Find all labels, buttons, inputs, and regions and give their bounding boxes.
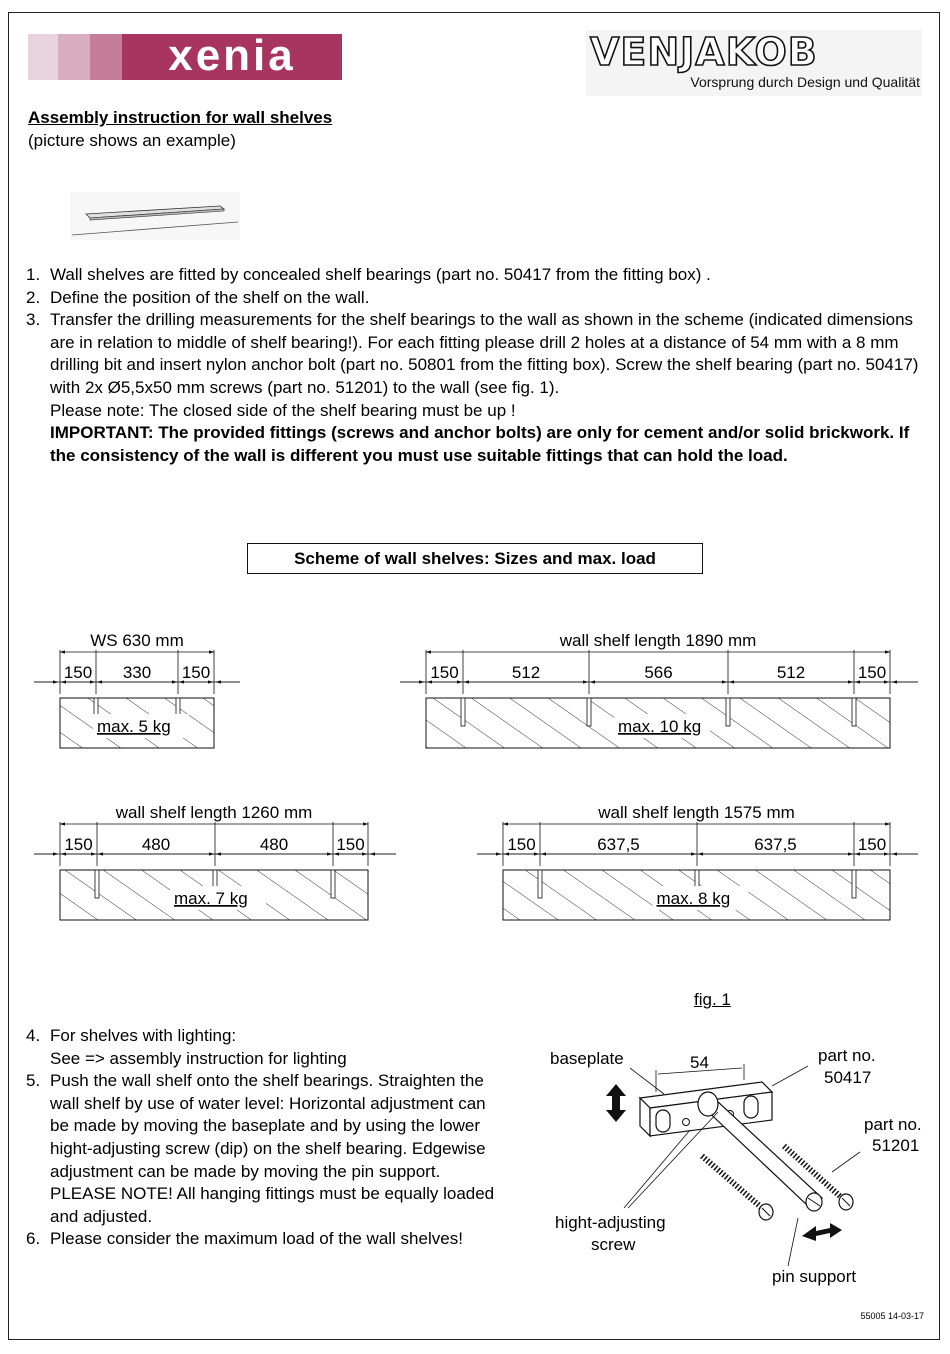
scheme-length-label: wall shelf length 1575 mm: [598, 803, 795, 822]
adjusting-screw-label-2: screw: [591, 1235, 636, 1254]
shelf-bearing: [726, 698, 730, 726]
max-load-label: max. 8 kg: [656, 889, 731, 908]
shelf-bearing: [587, 698, 591, 726]
list-item: [26, 309, 926, 467]
figure-1-bearing: [540, 1040, 940, 1290]
logo-swatch: [90, 34, 122, 80]
shelf-bearing: [538, 870, 542, 898]
slogan: Vorsprung durch Design und Qualität: [690, 74, 920, 90]
xenia-wordmark: xenia: [122, 34, 342, 80]
list-item: [26, 1025, 506, 1070]
step-number: 2.: [26, 287, 41, 307]
max-load-label: max. 5 kg: [97, 717, 171, 736]
bearing-part-number: 50417: [824, 1068, 872, 1087]
shelf-bearing: [95, 870, 99, 898]
xenia-logo: [28, 31, 342, 80]
shelf-bearing: [331, 870, 335, 898]
step-text: Define the position of the shelf on the wall.: [50, 287, 370, 307]
max-load-label: max. 7 kg: [174, 889, 248, 908]
vertical-adjust-arrow: [606, 1084, 626, 1122]
adjusting-screw-label: hight-adjusting: [555, 1213, 666, 1232]
baseplate-label: baseplate: [550, 1049, 624, 1068]
list-item: [26, 1070, 506, 1228]
segment-value: 150: [430, 663, 459, 682]
important-warning: IMPORTANT: The provided fittings (screws and anchor bolts) are only for cement and/or solid brickwork. If the consistency of the wall is different you must use suitable fittings that can hold the load.: [50, 423, 910, 465]
step-number: 4.: [26, 1026, 41, 1045]
instruction-list-2: [26, 1025, 506, 1251]
segment-value: 637,5: [597, 835, 640, 854]
scheme-length-label: wall shelf length 1260 mm: [115, 803, 313, 822]
segment-value: 512: [776, 663, 806, 682]
venjakob-wordmark: VENJAKOB: [590, 30, 818, 74]
step-text: Push the wall shelf onto the shelf bearings. Straighten the wall shelf by use of water level: Horizontal adjustment can be made by moving the baseplate and by using the lower hight-adjusting screw (dip) on the shelf bearing. Edgewise adjustment can be made by moving the pin support. PLEASE NOTE! All hanging fittings must be equally loaded and adjusted.: [50, 1071, 495, 1226]
shelf-bearing: [852, 698, 856, 726]
segment-value: 150: [507, 835, 536, 854]
segment-value: 480: [259, 835, 289, 854]
scheme-length-label: WS 630 mm: [90, 631, 184, 650]
document-code: 55005 14-03-17: [860, 1311, 924, 1321]
shelf-example-image: [70, 192, 240, 240]
step-subtext: See => assembly instruction for lighting: [50, 1048, 347, 1068]
distance-label: 54: [690, 1053, 709, 1072]
step-number: 6.: [26, 1229, 41, 1249]
shelf-schemes: [0, 610, 950, 940]
scheme-length-label: wall shelf length 1890 mm: [559, 631, 757, 650]
list-item: [26, 1228, 506, 1251]
segment-value: 150: [857, 835, 887, 854]
step-number: 5.: [26, 1071, 41, 1091]
segment-value: 150: [336, 835, 365, 854]
segment-value: 150: [857, 663, 887, 682]
segment-value: 512: [511, 663, 541, 682]
shelf-bearing: [461, 698, 465, 726]
figure-label: fig. 1: [694, 990, 731, 1009]
shelf-bearing: [852, 870, 856, 898]
list-item: [26, 287, 926, 310]
venjakob-logo: [586, 30, 922, 96]
scheme-title: Scheme of wall shelves: Sizes and max. load: [247, 543, 703, 574]
screw-part-number: 51201: [872, 1136, 920, 1155]
segment-value: 150: [64, 835, 93, 854]
logo-swatch: [58, 34, 90, 80]
segment-value: 150: [181, 663, 211, 682]
page-title: Assembly instruction for wall shelves: [28, 108, 333, 127]
step-text: Please consider the maximum load of the wall shelves!: [50, 1229, 463, 1249]
horizontal-adjust-arrow: [802, 1223, 842, 1241]
step-text: Wall shelves are fitted by concealed shelf bearings (part no. 50417 from the fitting box) .: [50, 265, 711, 284]
segment-value: 480: [141, 835, 171, 854]
pin-support-label: pin support: [772, 1267, 857, 1286]
step-text: For shelves with lighting:: [50, 1026, 237, 1045]
step-note: Please note: The closed side of the shelf bearing must be up !: [50, 400, 516, 420]
step-text: Transfer the drilling measurements for the shelf bearings to the wall as shown in the scheme (indicated dimensions are in relation to middle of shelf bearing!). For each fitting please drill 2 holes at a distance of 54 mm with a 8 mm drilling bit and insert nylon anchor bolt (part no. 50801 from the fitting box). Screw the shelf bearing (part no. 50417) with 2x Ø5,5x50 mm screws (part no. 51201) to the wall (see fig. 1).: [50, 310, 919, 397]
segment-value: 330: [122, 663, 152, 682]
step-number: 3.: [26, 310, 41, 330]
logo-swatch: [28, 34, 58, 80]
segment-value: 566: [644, 663, 673, 682]
segment-value: 637,5: [754, 835, 797, 854]
page-subtitle: (picture shows an example): [28, 131, 236, 150]
max-load-label: max. 10 kg: [618, 717, 702, 736]
step-number: 1.: [26, 265, 41, 284]
bearing-part-label: part no.: [818, 1046, 876, 1065]
screw-part-label: part no.: [864, 1115, 922, 1134]
instruction-list: [26, 264, 926, 467]
list-item: [26, 264, 926, 287]
segment-value: 150: [63, 663, 93, 682]
